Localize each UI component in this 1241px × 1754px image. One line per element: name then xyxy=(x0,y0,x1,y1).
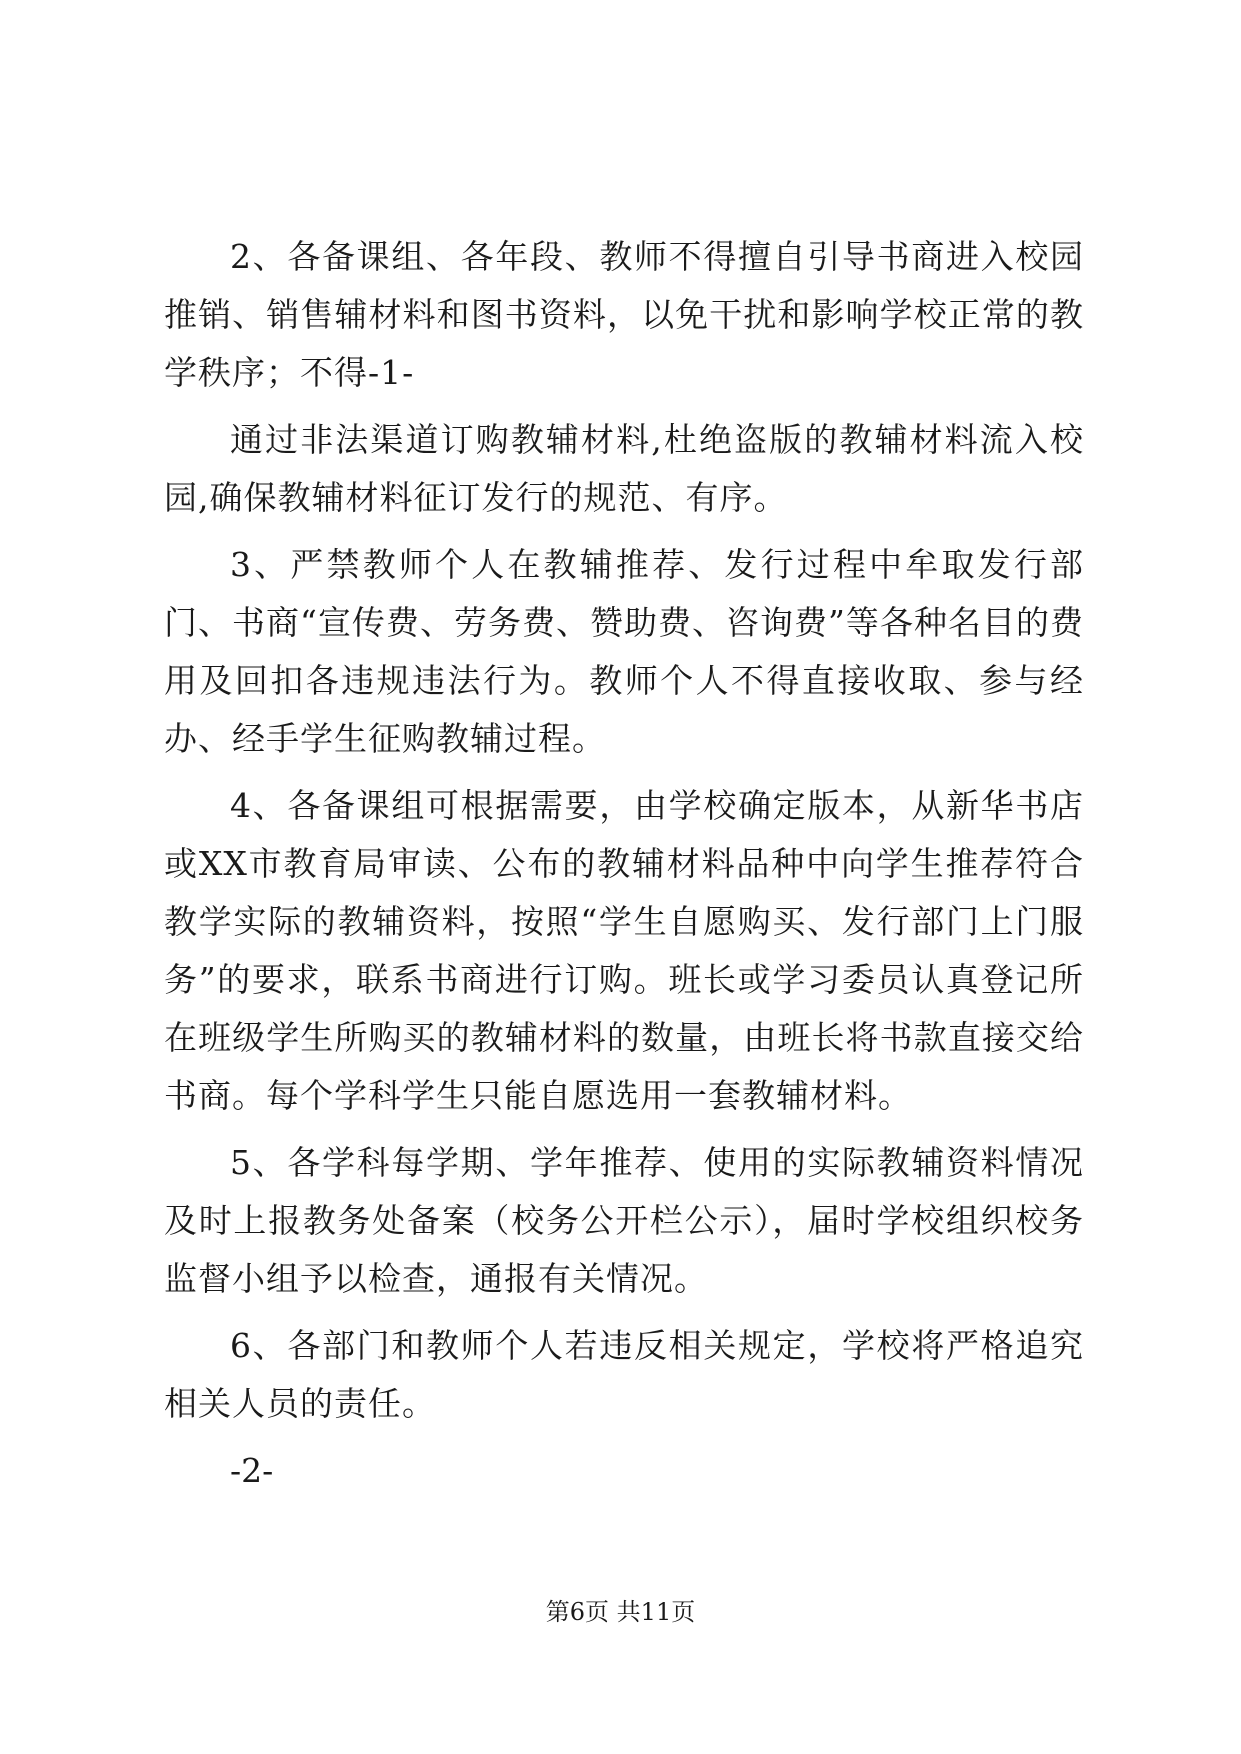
paragraph-item-5: 5、各学科每学期、学年推荐、使用的实际教辅资料情况及时上报教务处备案（校务公开栏公示），届时学校组织校务监督小组予以检查，通报有关情况。 xyxy=(164,1143,1084,1298)
paragraph-item-2: 2、各备课组、各年段、教师不得擅自引导书商进入校园推销、销售辅材料和图书资料，以免干扰和影响学校正常的教学秩序；不得-1- xyxy=(164,237,1084,392)
paragraph-item-6: 6、各部门和教师个人若违反相关规定，学校将严格追究相关人员的责任。 xyxy=(164,1326,1084,1423)
paragraph-continuation: 通过非法渠道订购教辅材料,杜绝盗版的教辅材料流入校园,确保教辅材料征订发行的规范、有序。 xyxy=(164,420,1084,517)
paragraph-item-4: 4、各备课组可根据需要，由学校确定版本，从新华书店或XX市教育局审读、公布的教辅材料品种中向学生推荐符合教学实际的教辅资料，按照“学生自愿购买、发行部门上门服务”的要求，联系书商进行订购。班长或学习委员认真登记所在班级学生所购买的教辅材料的数量，由班长将书款直接交给书商。每个学科学生只能自愿选用一套教辅材料。 xyxy=(164,786,1084,1115)
page-footer: 第6页 共11页 xyxy=(545,1598,696,1626)
document-body xyxy=(164,228,1084,1500)
inline-page-marker: -2- xyxy=(230,1451,274,1490)
paragraph-item-3: 3、严禁教师个人在教辅推荐、发行过程中牟取发行部门、书商“宣传费、劳务费、赞助费、咨询费”等各种名目的费用及回扣各违规违法行为。教师个人不得直接收取、参与经办、经手学生征购教辅过程。 xyxy=(164,545,1084,758)
